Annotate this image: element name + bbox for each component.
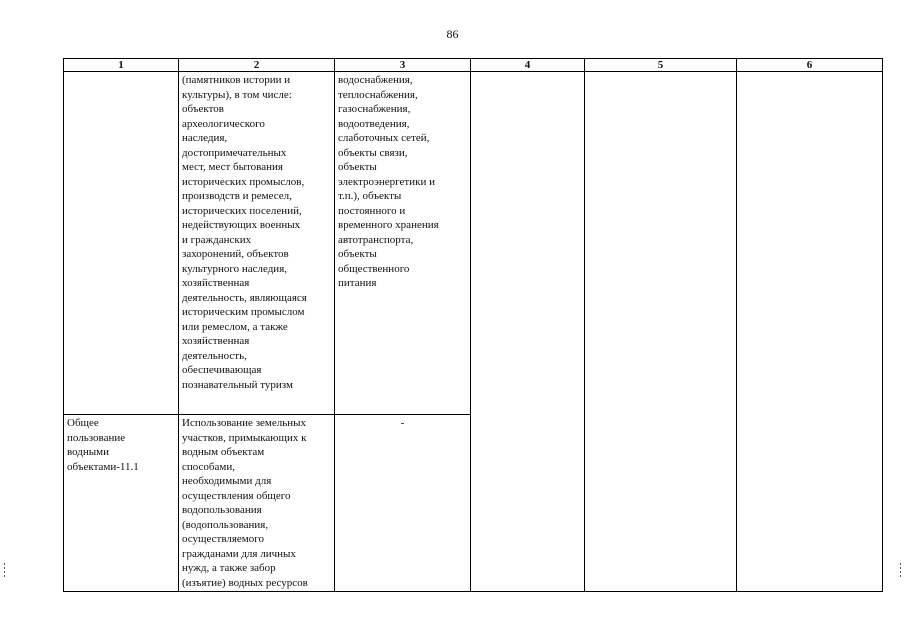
cell-text-line: объекты связи,: [338, 146, 408, 159]
cell-text-line: обеспечивающая: [182, 364, 262, 376]
cell-r2-c2: [179, 415, 335, 592]
cell-text-line: слаботочных сетей,: [338, 132, 430, 144]
right-margin-mark: [900, 563, 901, 577]
cell-text-line: и гражданских: [182, 233, 252, 246]
cell-text-line: объекты: [338, 248, 377, 260]
cell-text-line: осуществления общего: [182, 489, 291, 502]
cell-text-line: деятельность,: [182, 349, 247, 362]
cell-text-line: производств и ремесел,: [182, 190, 292, 202]
cell-text-line: деятельность, являющаяся: [182, 291, 307, 304]
cell-text-line: теплоснабжения,: [338, 88, 418, 101]
header-row: [64, 59, 883, 72]
column-header-1: 1: [64, 59, 179, 72]
cell-text-line: объектами-11.1: [67, 460, 139, 473]
cell-text-line: питания: [338, 277, 377, 289]
cell-text-line: историческим промыслом: [182, 306, 305, 318]
cell-text-line: исторических поселений,: [182, 204, 302, 217]
cell-text-line: Общее: [67, 417, 99, 429]
cell-text-line: хозяйственная: [182, 277, 250, 289]
cell-r2-c1: [64, 415, 179, 592]
cell-text-line: Использование земельных: [182, 417, 307, 429]
cell-text-line: хозяйственная: [182, 335, 250, 347]
cell-text-line: гражданами для личных: [182, 547, 296, 560]
cell-text-line: (памятников истории и: [182, 74, 291, 86]
cell-text-line: достопримечательных: [182, 146, 287, 159]
column-header-6: 6: [737, 59, 883, 72]
cell-text-line: водопользования: [182, 504, 262, 516]
cell-text-line: осуществляемого: [182, 533, 265, 545]
table-row: [64, 72, 883, 415]
column-header-2: 2: [179, 59, 335, 72]
column-header-5: 5: [585, 59, 737, 72]
cell-text-line: культурного наследия,: [182, 262, 287, 275]
column-header-3: 3: [335, 59, 471, 72]
document-table: [63, 58, 883, 592]
cell-text-line: водными: [67, 446, 110, 458]
cell-text-line: или ремеслом, а также: [182, 320, 288, 333]
cell-text-line: культуры), в том числе:: [182, 88, 292, 101]
column-header-4: 4: [471, 59, 585, 72]
cell-c6: [737, 72, 883, 592]
cell-text-line: нужд, а также забор: [182, 562, 276, 574]
cell-text-line: участков, примыкающих к: [182, 431, 307, 444]
cell-text-line: водоснабжения,: [338, 74, 413, 86]
cell-text-line: постоянного и: [338, 204, 406, 217]
cell-text-line: объектов: [182, 103, 224, 115]
cell-text-line: водоотведения,: [338, 117, 410, 130]
page-number: 86: [446, 27, 459, 41]
cell-text-line: захоронений, объектов: [182, 248, 289, 260]
cell-text-line: пользование: [67, 431, 126, 444]
cell-text-line: познавательный туризм: [182, 378, 293, 391]
cell-text-line: -: [400, 417, 405, 429]
cell-text-line: электроэнергетики и: [338, 175, 435, 188]
cell-c5: [585, 72, 737, 592]
cell-text-line: археологического: [182, 117, 265, 130]
cell-text-line: (водопользования,: [182, 518, 269, 531]
cell-text-line: исторических промыслов,: [182, 175, 305, 188]
cell-text-line: необходимыми для: [182, 475, 272, 487]
cell-r1-c1: [64, 72, 179, 415]
cell-text-line: наследия,: [182, 132, 228, 144]
cell-text-line: мест, мест бытования: [182, 161, 283, 173]
cell-text-line: газоснабжения,: [338, 103, 411, 115]
cell-r1-c2: [179, 72, 335, 415]
cell-r2-c3: [335, 415, 471, 592]
left-margin-mark: [4, 563, 5, 577]
cell-text-line: недействующих военных: [182, 219, 301, 231]
cell-r1-c3: [335, 72, 471, 415]
cell-text-line: автотранспорта,: [338, 233, 414, 246]
cell-text-line: способами,: [182, 460, 236, 473]
cell-text-line: временного хранения: [338, 219, 439, 231]
cell-text-line: водным объектам: [182, 446, 265, 458]
cell-text-line: т.п.), объекты: [338, 190, 402, 202]
cell-c4: [471, 72, 585, 592]
cell-text-line: (изъятие) водных ресурсов: [182, 576, 308, 589]
cell-text-line: общественного: [338, 262, 410, 275]
cell-text-line: объекты: [338, 161, 377, 173]
